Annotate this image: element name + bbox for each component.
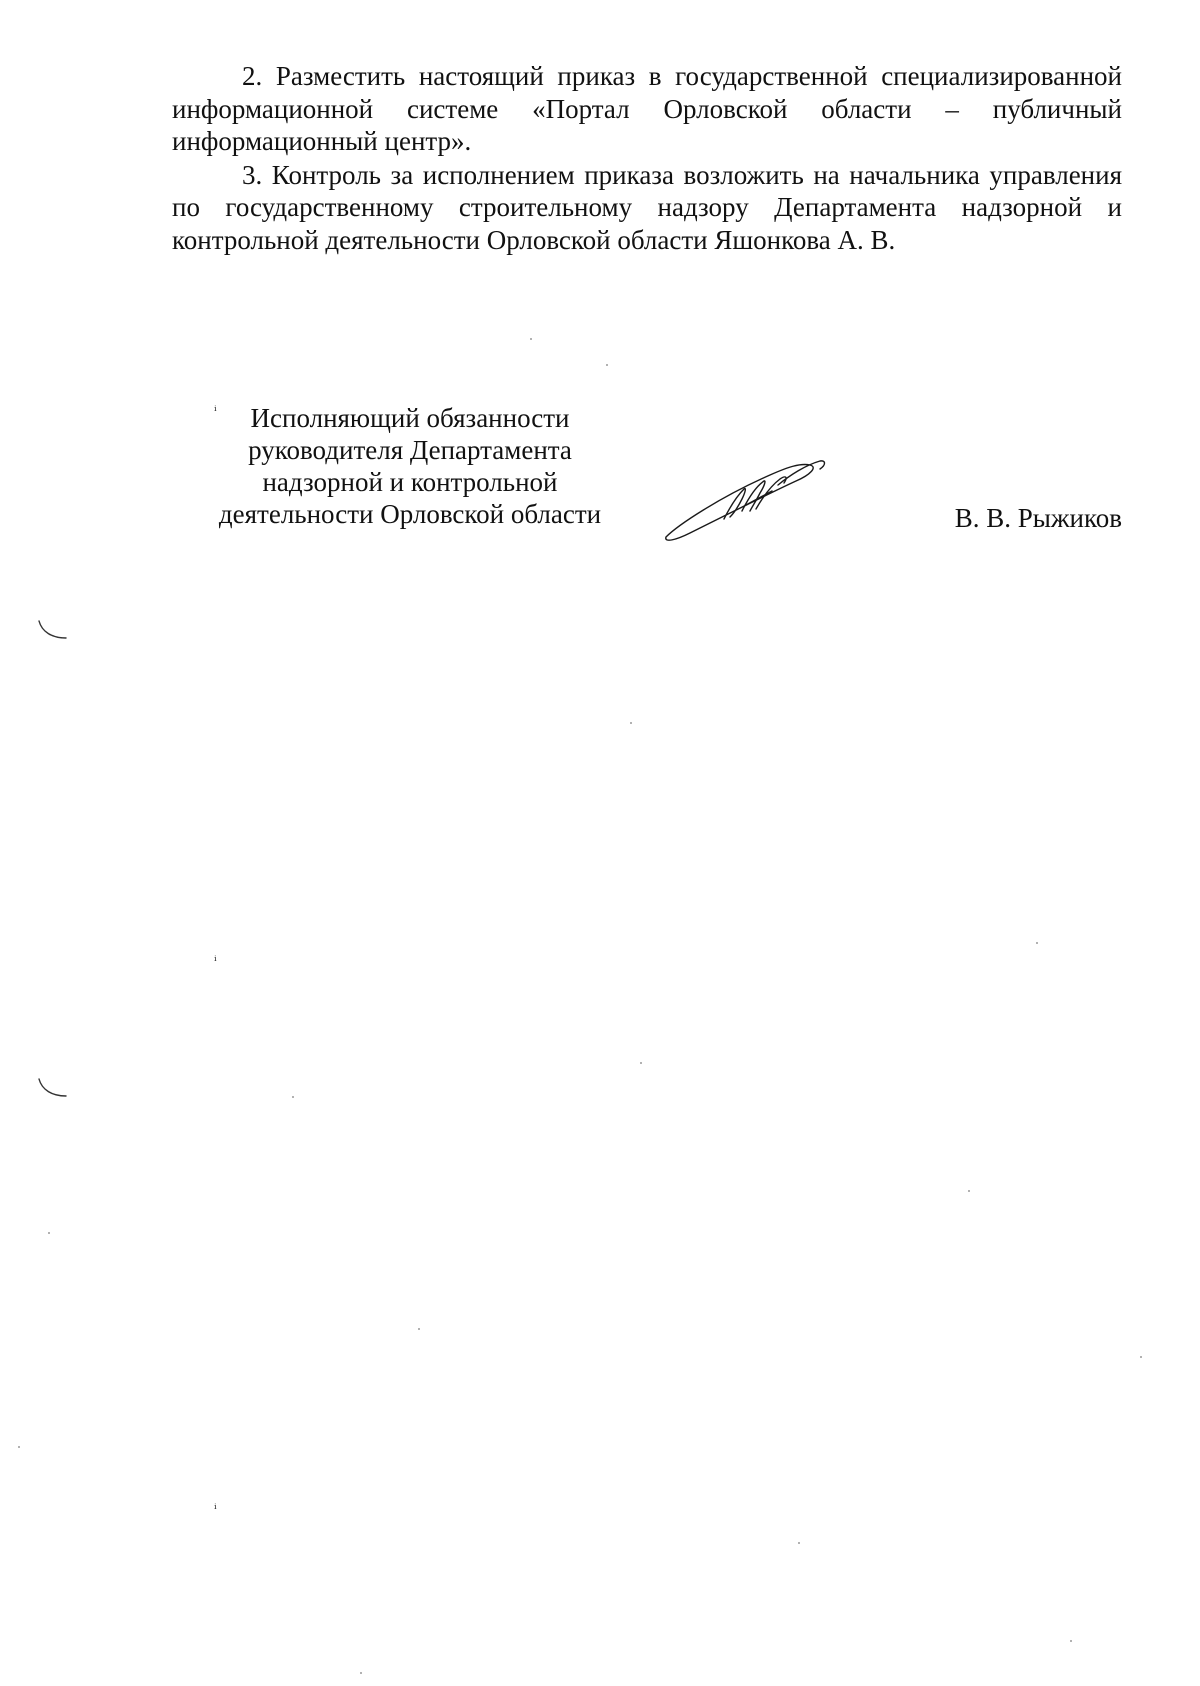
signer-name: В. В. Рыжиков <box>954 503 1122 533</box>
scan-speck <box>1036 942 1038 944</box>
scan-speck <box>1140 1356 1142 1358</box>
paragraph-3: 3. Контроль за исполнением приказа возложить на начальника управления по государственному строительному надзору Департамента надзорной и контрольной деятельности Орловской области Яшонкова А. В. <box>172 159 1122 255</box>
paragraph-2: 2. Разместить настоящий приказ в государственной специализированной информационной системе «Портал Орловской области – публичный информационный центр». <box>172 61 1122 156</box>
scan-speck <box>292 1096 294 1098</box>
scan-speck <box>968 1190 970 1192</box>
scan-tick-mark: ⁱ <box>214 953 217 968</box>
scan-speck <box>48 1232 50 1234</box>
signer-title-line: руководителя Департамента <box>248 435 572 465</box>
punch-hole-mark <box>36 618 70 642</box>
signer-title-line: Исполняющий обязанности <box>250 403 570 433</box>
scan-speck <box>630 722 632 724</box>
signer-title-line: деятельности Орловской области <box>218 499 602 529</box>
handwritten-signature <box>660 455 830 545</box>
scan-speck <box>1070 1640 1072 1642</box>
scan-speck <box>18 1446 20 1448</box>
scan-speck <box>360 1672 362 1674</box>
scan-speck <box>798 1542 800 1544</box>
signer-title-line: надзорной и контрольной <box>262 467 558 497</box>
signer-title <box>200 402 620 530</box>
scan-speck <box>530 338 532 340</box>
scan-speck <box>418 1328 420 1330</box>
scan-tick-mark: ⁱ <box>214 403 217 418</box>
scan-tick-mark: ⁱ <box>214 1501 217 1516</box>
order-body <box>172 60 1122 256</box>
scan-speck <box>606 364 608 366</box>
scan-speck <box>640 1062 642 1064</box>
punch-hole-mark <box>36 1076 70 1100</box>
